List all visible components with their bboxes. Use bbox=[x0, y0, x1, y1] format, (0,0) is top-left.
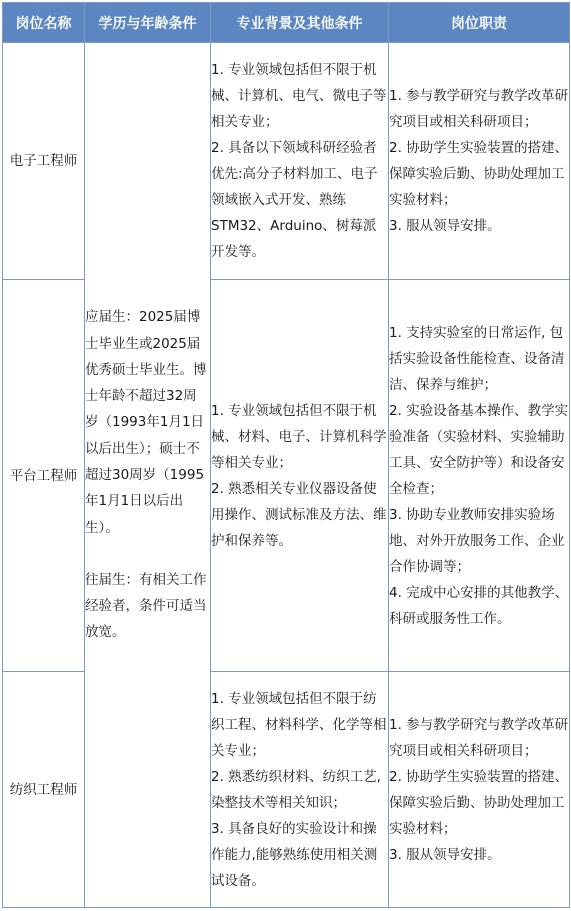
background-item: 2. 熟悉纺织材料、纺织工艺,染整技术等相关知识； bbox=[211, 768, 381, 811]
background-cell bbox=[211, 672, 389, 908]
position-name: 纺织工程师 bbox=[3, 672, 85, 908]
background-item: 2. 具备以下领域科研经验者优先:高分子材料加工、电子领域嵌入式开发、熟练STM32、Arduino、树莓派开发等。 bbox=[211, 140, 378, 260]
duties-cell bbox=[389, 280, 570, 672]
duty-item: 1. 支持实验室的日常运作, 包括实验设备性能检查、设备清洁、保养与维护； bbox=[389, 324, 565, 393]
duty-item: 3. 服从领导安排。 bbox=[389, 846, 501, 863]
table-header-row bbox=[3, 3, 570, 43]
background-item: 3. 具备良好的实验设计和操作能力,能够熟练使用相关测试设备。 bbox=[211, 820, 378, 889]
duty-item: 3. 服从领导安排。 bbox=[389, 218, 501, 234]
duty-item: 2. 协助学生实验装置的搭建、保障实验后勤、协助处理加工实验材料； bbox=[389, 140, 569, 208]
position-name: 平台工程师 bbox=[3, 280, 85, 672]
background-cell bbox=[211, 280, 389, 672]
position-name: 电子工程师 bbox=[3, 43, 85, 280]
background-item: 1. 专业领域包括但不限于机械、材料、电子、计算机科学等相关专业； bbox=[211, 402, 387, 471]
duty-item: 3. 协助专业教师安排实验场地、对外开放服务工作、企业合作协调等； bbox=[389, 506, 565, 575]
header-education-age: 学历与年龄条件 bbox=[85, 3, 211, 43]
duties-cell bbox=[389, 43, 570, 280]
job-positions-table bbox=[2, 2, 570, 908]
header-background: 专业背景及其他条件 bbox=[211, 3, 389, 43]
header-position: 岗位名称 bbox=[3, 3, 85, 43]
duties-cell bbox=[389, 672, 570, 908]
table-row bbox=[3, 43, 570, 280]
education-age-requirements bbox=[85, 43, 211, 908]
requirements-fresh-graduates: 应届生：2025届博士毕业生或2025届优秀硕士毕业生。博士年龄不超过32周岁（1993年1月1日以后出生）；硕士不超过30周岁（1995年1月1日以后出生）。 bbox=[85, 309, 207, 536]
duty-item: 4. 完成中心安排的其他教学、科研或服务性工作。 bbox=[389, 584, 569, 627]
background-item: 1. 专业领域包括但不限于机械、计算机、电气、微电子等相关专业； bbox=[211, 62, 387, 130]
background-item: 1. 专业领域包括但不限于纺织工程、材料科学、化学等相关专业； bbox=[211, 690, 387, 759]
background-cell bbox=[211, 43, 389, 280]
duty-item: 1. 参与教学研究与教学改革研究项目或相关科研项目； bbox=[389, 88, 569, 130]
duty-item: 1. 参与教学研究与教学改革研究项目或相关科研项目； bbox=[389, 716, 569, 759]
duty-item: 2. 协助学生实验装置的搭建、保障实验后勤、协助处理加工实验材料； bbox=[389, 768, 569, 837]
header-duties: 岗位职责 bbox=[389, 3, 570, 43]
duty-item: 2. 实验设备基本操作、教学实验准备（实验材料、实验辅助工具、安全防护等）和设备安全检查； bbox=[389, 402, 569, 497]
requirements-previous-graduates: 往届生：有相关工作经验者，条件可适当放宽。 bbox=[85, 571, 207, 641]
background-item: 2. 熟悉相关专业仪器设备使用操作、测试标准及方法、维护和保养等。 bbox=[211, 480, 387, 549]
